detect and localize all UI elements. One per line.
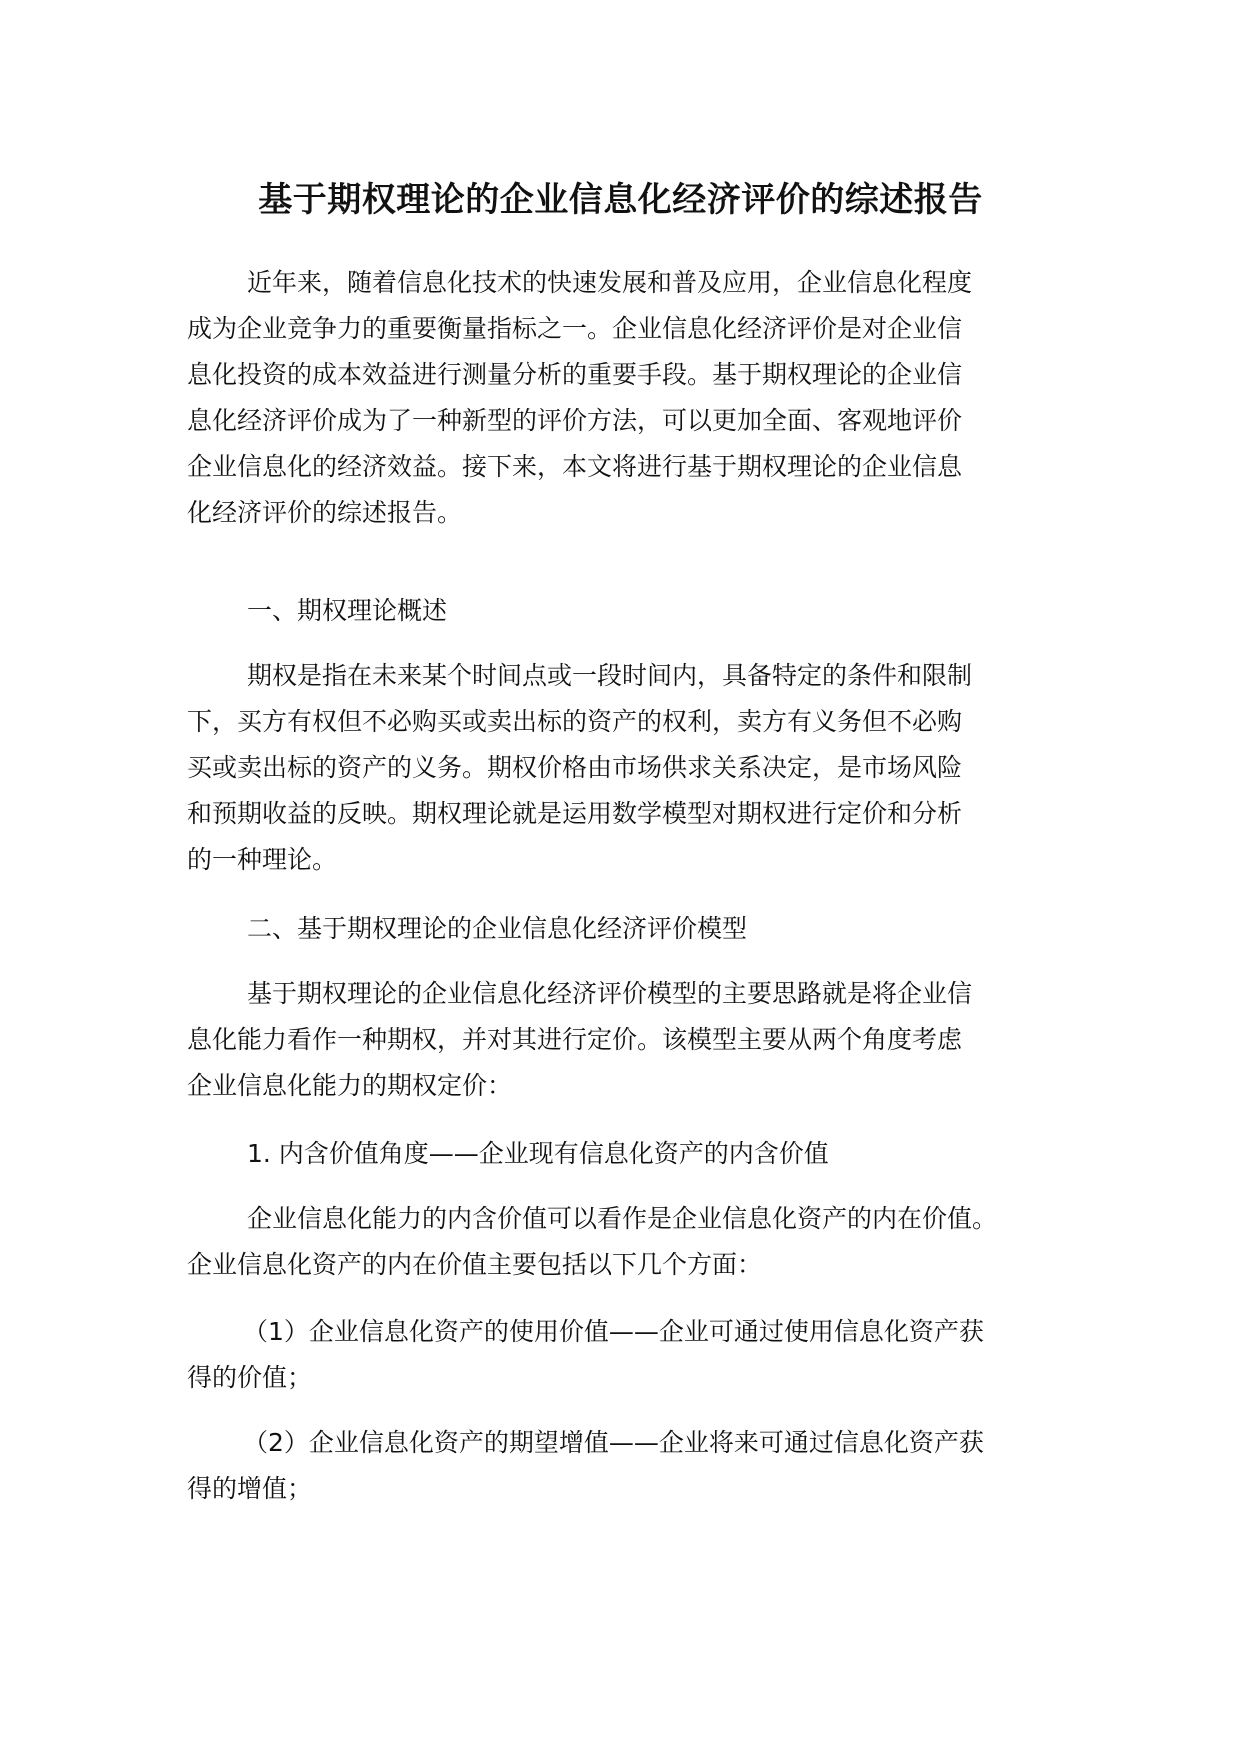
heading-line: 二、基于期权理论的企业信息化经济评价模型 (247, 914, 748, 943)
paragraph-line: 期权是指在未来某个时间点或一段时间内，具备特定的条件和限制 (247, 661, 973, 690)
paragraph-line: 息化能力看作一种期权，并对其进行定价。该模型主要从两个角度考虑 (187, 1025, 963, 1054)
paragraph-line: 基于期权理论的企业信息化经济评价模型的主要思路就是将企业信 (247, 979, 973, 1008)
paragraph-line: 成为企业竞争力的重要衡量指标之一。企业信息化经济评价是对企业信 (187, 314, 963, 343)
section-heading-2 (187, 906, 1067, 952)
paragraph-line: 息化经济评价成为了一种新型的评价方法，可以更加全面、客观地评价 (187, 406, 963, 435)
heading-line: 一、期权理论概述 (247, 596, 448, 625)
paragraph-line: 企业信息化能力的期权定价： (187, 1071, 513, 1100)
paragraph-line: 买或卖出标的资产的义务。期权价格由市场供求关系决定，是市场风险 (187, 753, 963, 782)
paragraph-line: 企业信息化资产的内在价值主要包括以下几个方面： (187, 1250, 763, 1279)
paragraph-line: 企业信息化能力的内含价值可以看作是企业信息化资产的内在价值。 (247, 1204, 998, 1233)
paragraph-line: 和预期收益的反映。期权理论就是运用数学模型对期权进行定价和分析 (187, 799, 963, 828)
paragraph-line: 的一种理论。 (187, 845, 338, 874)
paragraph-line: 下，买方有权但不必购买或卖出标的资产的权利，卖方有义务但不必购 (187, 707, 963, 736)
paragraph-model (187, 971, 1067, 1109)
paragraph-line: 近年来，随着信息化技术的快速发展和普及应用，企业信息化程度 (247, 268, 973, 297)
heading-line: 1. 内含价值角度——企业现有信息化资产的内含价值 (247, 1139, 829, 1168)
subheading-intrinsic-value (187, 1131, 1067, 1177)
list-item-line: （2）企业信息化资产的期望增值——企业将来可通过信息化资产获 (243, 1428, 984, 1457)
paragraph-intro (187, 260, 1067, 536)
paragraph-line: 化经济评价的综述报告。 (187, 498, 463, 527)
list-item-line: （1）企业信息化资产的使用价值——企业可通过使用信息化资产获 (243, 1317, 984, 1346)
paragraph-option-definition (187, 653, 1067, 883)
section-heading-1 (187, 588, 1067, 634)
list-item (187, 1309, 1067, 1401)
list-item-line: 得的增值； (187, 1474, 313, 1503)
document-title: 基于期权理论的企业信息化经济评价的综述报告 (258, 180, 983, 220)
paragraph-line: 息化投资的成本效益进行测量分析的重要手段。基于期权理论的企业信 (187, 360, 963, 389)
list-item (187, 1420, 1067, 1512)
paragraph-line: 企业信息化的经济效益。接下来，本文将进行基于期权理论的企业信息 (187, 452, 963, 481)
list-item-line: 得的价值； (187, 1363, 313, 1392)
paragraph-intrinsic-value (187, 1196, 1067, 1288)
